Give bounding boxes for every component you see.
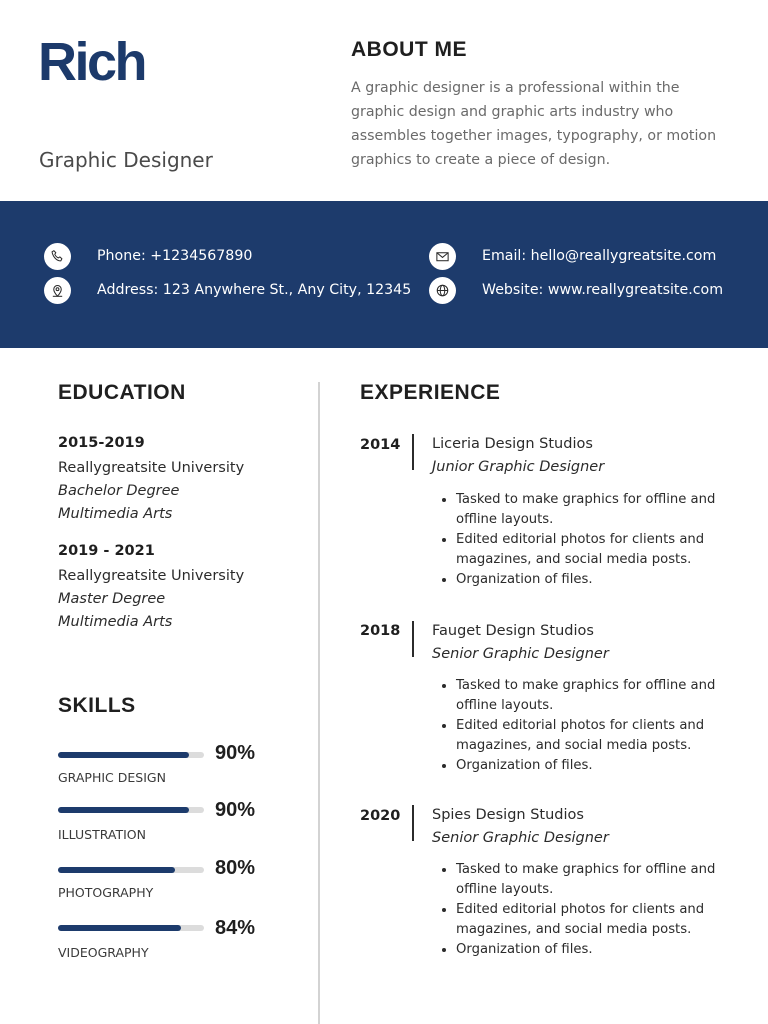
skill-bar-fill	[58, 925, 181, 931]
about-heading: ABOUT ME	[351, 38, 467, 61]
experience-role: Senior Graphic Designer	[432, 830, 609, 846]
mail-icon	[429, 243, 456, 270]
contact-email[interactable]: Email: hello@reallygreatsite.com	[482, 248, 717, 264]
education-heading: EDUCATION	[58, 381, 186, 404]
experience-company: Liceria Design Studios	[432, 436, 593, 452]
experience-year: 2018	[360, 623, 401, 639]
education-field: Multimedia Arts	[58, 614, 173, 630]
resume-name: Rich	[38, 32, 146, 92]
skill-bar-fill	[58, 867, 175, 873]
experience-bullet: • Organization of files.	[456, 940, 746, 960]
experience-bullet: • Organization of files.	[456, 570, 746, 590]
skill-bar-track	[58, 807, 204, 813]
experience-bullet: • Edited editorial photos for clients and magazines, and social media posts.	[456, 900, 746, 940]
experience-bullet: • Tasked to make graphics for offline and offline layouts.	[456, 490, 746, 530]
education-degree: Bachelor Degree	[58, 483, 180, 499]
contact-band	[0, 201, 768, 348]
skills-heading: SKILLS	[58, 694, 136, 717]
contact-address: Address: 123 Anywhere St., Any City, 12345	[97, 282, 412, 298]
experience-bullet: • Edited editorial photos for clients and magazines, and social media posts.	[456, 530, 746, 570]
experience-bullets	[432, 490, 746, 590]
education-years: 2019 - 2021	[58, 543, 155, 559]
skill-bar-fill	[58, 752, 189, 758]
education-years: 2015-2019	[58, 435, 145, 451]
experience-company: Fauget Design Studios	[432, 623, 594, 639]
experience-bullets	[432, 860, 746, 960]
education-field: Multimedia Arts	[58, 506, 173, 522]
skill-bar-track	[58, 925, 204, 931]
education-school: Reallygreatsite University	[58, 568, 245, 584]
skill-bar-fill	[58, 807, 189, 813]
experience-bullet: • Tasked to make graphics for offline and offline layouts.	[456, 676, 746, 716]
experience-year: 2014	[360, 437, 401, 453]
experience-year: 2020	[360, 808, 401, 824]
experience-year-bar	[412, 805, 414, 841]
experience-bullets	[432, 676, 746, 776]
skill-percent: 80%	[215, 857, 256, 879]
experience-year-bar	[412, 621, 414, 657]
contact-phone[interactable]: Phone: +1234567890	[97, 248, 253, 264]
skill-name: GRAPHIC DESIGN	[58, 770, 166, 785]
education-school: Reallygreatsite University	[58, 460, 245, 476]
job-title: Graphic Designer	[39, 148, 213, 172]
skill-name: ILLUSTRATION	[58, 827, 146, 842]
skill-name: PHOTOGRAPHY	[58, 885, 154, 900]
experience-bullet: • Edited editorial photos for clients and magazines, and social media posts.	[456, 716, 746, 756]
skill-percent: 90%	[215, 799, 256, 821]
location-icon	[44, 277, 71, 304]
experience-heading: EXPERIENCE	[360, 381, 501, 404]
experience-bullet: • Tasked to make graphics for offline and offline layouts.	[456, 860, 746, 900]
skill-percent: 90%	[215, 742, 256, 764]
experience-year-bar	[412, 434, 414, 470]
skill-percent: 84%	[215, 917, 256, 939]
education-entry	[58, 541, 244, 634]
about-text: A graphic designer is a professional within the graphic design and graphic arts industry who assembles together images, typography, or motion graphics to create a piece of design.	[351, 80, 717, 168]
skill-name: VIDEOGRAPHY	[58, 945, 149, 960]
column-divider	[318, 382, 320, 1024]
experience-role: Junior Graphic Designer	[432, 459, 605, 475]
globe-icon	[429, 277, 456, 304]
experience-bullet: • Organization of files.	[456, 756, 746, 776]
contact-website[interactable]: Website: www.reallygreatsite.com	[482, 282, 724, 298]
skill-bar-track	[58, 752, 204, 758]
experience-company: Spies Design Studios	[432, 807, 584, 823]
skill-bar-track	[58, 867, 204, 873]
experience-role: Senior Graphic Designer	[432, 646, 609, 662]
education-degree: Master Degree	[58, 591, 166, 607]
education-entry	[58, 433, 244, 526]
phone-icon	[44, 243, 71, 270]
